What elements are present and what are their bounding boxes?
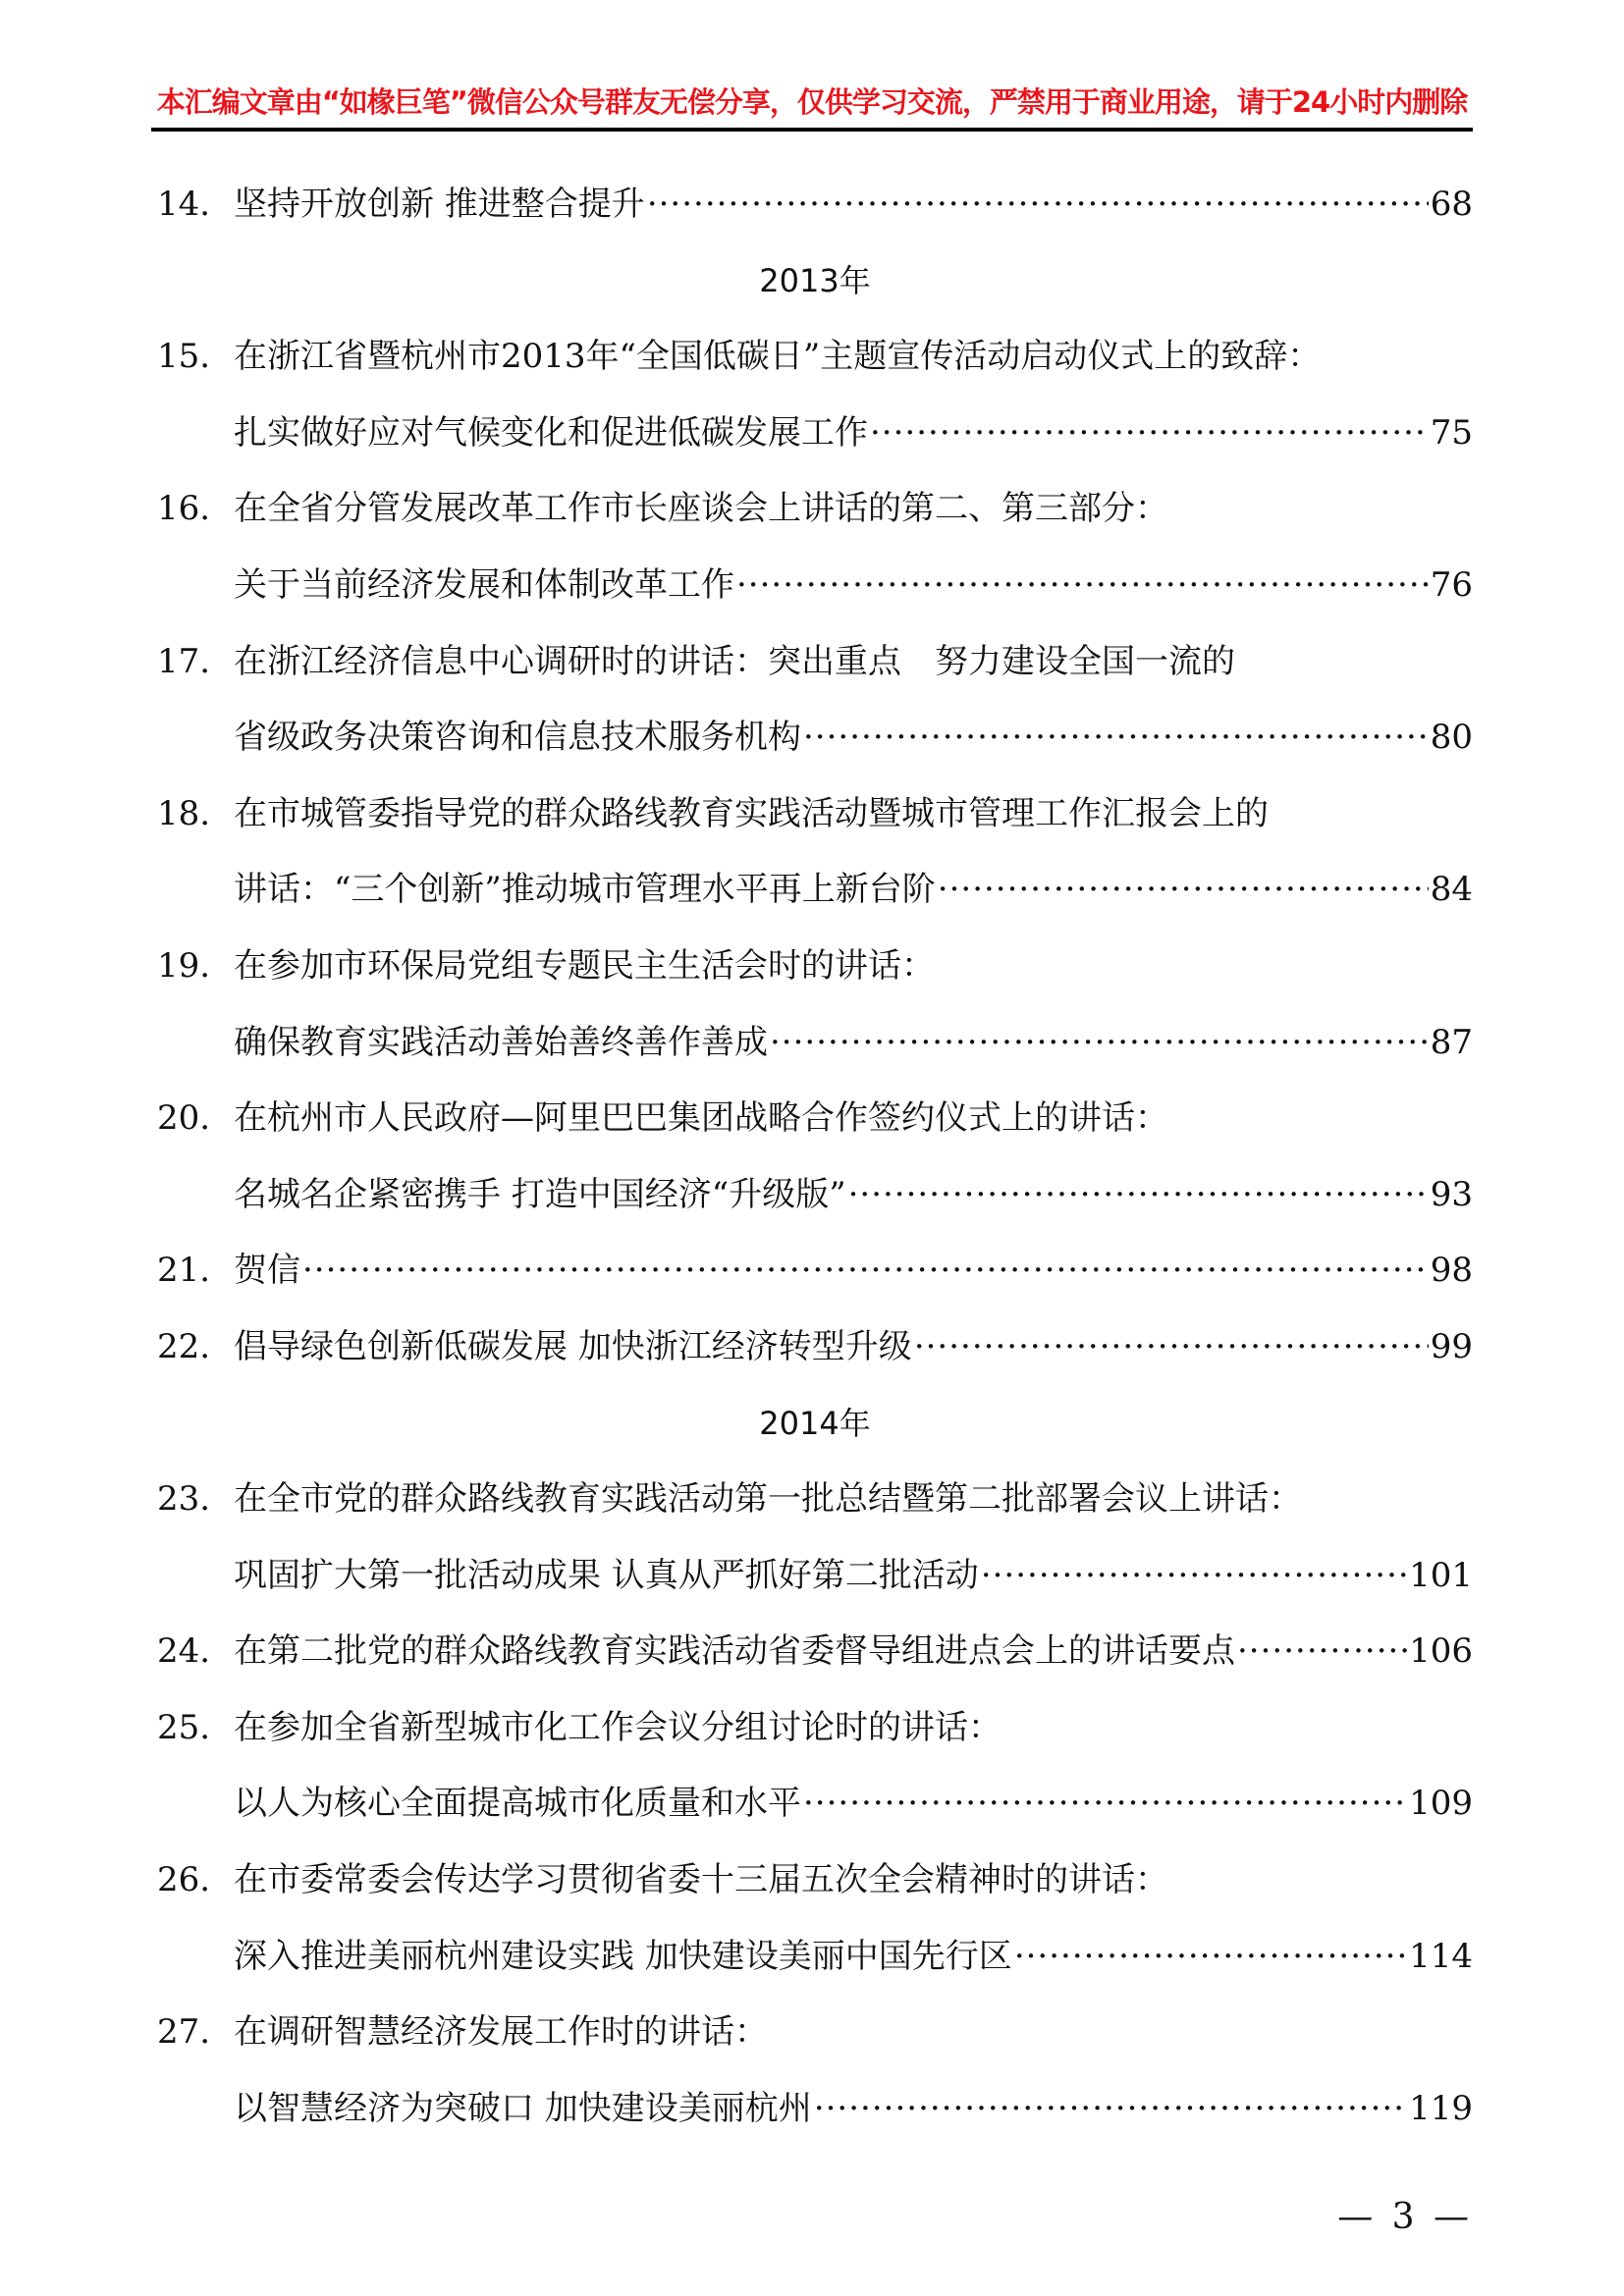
entry-title: 在参加全省新型城市化工作会议分组讨论时的讲话： [234,1707,1001,1747]
entry-text [234,1471,1473,1526]
toc-entry [157,1624,1473,1700]
dot-leader [1237,1624,1407,1679]
entry-text [234,481,1473,536]
entry-page-number: 99 [1430,1326,1473,1366]
entry-number: 27. [157,2012,211,2053]
toc-entry [157,2081,1473,2158]
entry-text[interactable] [234,1548,1473,1603]
header-rule [151,128,1473,132]
entry-text[interactable] [234,405,1473,460]
table-of-contents [157,177,1473,2157]
toc-entry [157,1548,1473,1625]
entry-text[interactable] [234,1929,1473,1984]
entry-title: 在杭州市人民政府—阿里巴巴集团战略合作签约仪式上的讲话： [234,1098,1168,1139]
toc-entry-title-line [157,481,1473,558]
dot-leader [647,177,1429,232]
entry-page-number: 75 [1430,412,1473,453]
dot-leader [981,1548,1407,1603]
entry-text [234,634,1473,689]
entry-title: 在参加市环保局党组专题民主生活会时的讲话： [234,945,935,986]
entry-text[interactable] [234,1319,1473,1374]
dot-leader [848,1167,1429,1222]
toc-entry [157,710,1473,786]
entry-number: 17. [157,641,211,681]
entry-title: 在调研智慧经济发展工作时的讲话： [234,2012,768,2053]
entry-title: 关于当前经济发展和体制改革工作 [234,564,734,605]
entry-title: 省级政务决策咨询和信息技术服务机构 [234,718,801,758]
entry-number: 21. [157,1251,211,1291]
toc-entry [157,405,1473,482]
entry-text [234,938,1473,993]
entry-title: 深入推进美丽杭州建设实践 加快建设美丽中国先行区 [234,1936,1012,1976]
toc-entry-title-line [157,2004,1473,2081]
copyright-banner: 本汇编文章由“如椽巨笔”微信公众号群友无偿分享，仅供学习交流，严禁用于商业用途，请于24小时内删除 [156,85,1468,119]
entry-title: 在全省分管发展改革工作市长座谈会上讲话的第二、第三部分： [234,489,1168,529]
toc-entry [157,1015,1473,1092]
entry-title: 巩固扩大第一批活动成果 认真从严抓好第二批活动 [234,1555,979,1595]
entry-number: 15. [157,337,211,377]
entry-title: 以人为核心全面提高城市化质量和水平 [234,1784,801,1824]
entry-text [234,1700,1473,1755]
entry-page-number: 68 [1430,185,1473,224]
entry-text [234,2004,1473,2059]
toc-entry [157,558,1473,634]
entry-page-number: 101 [1409,1555,1473,1595]
entry-text[interactable] [234,177,1473,232]
entry-page-number: 114 [1409,1936,1473,1976]
toc-entry-title-line [157,634,1473,711]
entry-number: 16. [157,489,211,529]
dot-leader [770,1015,1429,1070]
toc-entry-title-line [157,329,1473,405]
toc-entry [157,1167,1473,1244]
toc-entry [157,177,1473,253]
entry-title: 在全市党的群众路线教育实践活动第一批总结暨第二批部署会议上讲话： [234,1479,1302,1520]
entry-page-number: 76 [1430,564,1473,605]
entry-page-number: 84 [1430,870,1473,910]
entry-title: 在市委常委会传达学习贯彻省委十三届五次全会精神时的讲话： [234,1860,1168,1900]
entry-text[interactable] [234,558,1473,613]
year-heading [157,1396,1473,1472]
entry-text[interactable] [234,2081,1473,2136]
entry-page-number: 93 [1430,1174,1473,1214]
entry-title: 扎实做好应对气候变化和促进低碳发展工作 [234,412,868,453]
toc-entry-title-line [157,1700,1473,1777]
entry-text [234,786,1473,841]
entry-text[interactable] [234,1243,1473,1298]
year-label: 2013年 [759,261,871,299]
entry-page-number: 109 [1409,1784,1473,1824]
entry-title: 倡导绿色创新低碳发展 加快浙江经济转型升级 [234,1326,912,1366]
entry-text [234,1091,1473,1146]
entry-title: 在浙江经济信息中心调研时的讲话：突出重点 努力建设全国一流的 [234,641,1235,681]
entry-title: 在浙江省暨杭州市2013年“全国低碳日”主题宣传活动启动仪式上的致辞： [234,337,1322,377]
entry-number: 22. [157,1326,211,1366]
dot-leader [938,862,1429,917]
year-label: 2014年 [759,1404,871,1442]
dot-leader [803,1776,1407,1831]
entry-title: 在第二批党的群众路线教育实践活动省委督导组进点会上的讲话要点 [234,1631,1235,1672]
toc-entry-title-line [157,786,1473,863]
entry-text[interactable] [234,710,1473,765]
toc-entry [157,1319,1473,1396]
dot-leader [736,558,1429,613]
dot-leader [870,405,1429,460]
entry-number: 26. [157,1860,211,1900]
entry-page-number: 98 [1430,1251,1473,1291]
entry-title: 坚持开放创新 推进整合提升 [234,185,645,224]
entry-page-number: 87 [1430,1022,1473,1062]
toc-entry-title-line [157,1852,1473,1929]
toc-entry-title-line [157,1471,1473,1548]
dot-leader [1014,1929,1407,1984]
entry-number: 18. [157,793,211,833]
entry-number: 19. [157,945,211,986]
entry-number: 25. [157,1707,211,1747]
entry-text[interactable] [234,862,1473,917]
toc-entry [157,862,1473,938]
toc-entry-title-line [157,938,1473,1015]
dot-leader [914,1319,1429,1374]
entry-number: 14. [157,185,211,224]
entry-page-number: 106 [1409,1631,1473,1672]
entry-number: 24. [157,1631,211,1672]
dot-leader [803,710,1429,765]
toc-entry [157,1929,1473,2005]
toc-entry [157,1243,1473,1319]
entry-text [234,1852,1473,1907]
entry-title: 名城名企紧密携手 打造中国经济“升级版” [234,1174,846,1214]
toc-entry-title-line [157,1091,1473,1167]
entry-title: 以智慧经济为突破口 加快建设美丽杭州 [234,2088,812,2128]
entry-text[interactable] [234,1015,1473,1070]
entry-title: 贺信 [234,1251,300,1291]
entry-number: 23. [157,1479,211,1520]
year-heading [157,253,1473,330]
page-number: — 3 — [1337,2197,1473,2237]
entry-title: 讲话：“三个创新”推动城市管理水平再上新台阶 [234,870,936,910]
dot-leader [302,1243,1429,1298]
entry-text [234,329,1473,384]
entry-number: 20. [157,1098,211,1139]
entry-text[interactable] [234,1776,1473,1831]
toc-entry [157,1776,1473,1852]
entry-title: 在市城管委指导党的群众路线教育实践活动暨城市管理工作汇报会上的 [234,793,1269,833]
entry-text[interactable] [234,1624,1473,1679]
entry-page-number: 119 [1409,2088,1473,2128]
entry-title: 确保教育实践活动善始善终善作善成 [234,1022,768,1062]
dot-leader [814,2081,1407,2136]
entry-text[interactable] [234,1167,1473,1222]
entry-page-number: 80 [1430,718,1473,758]
